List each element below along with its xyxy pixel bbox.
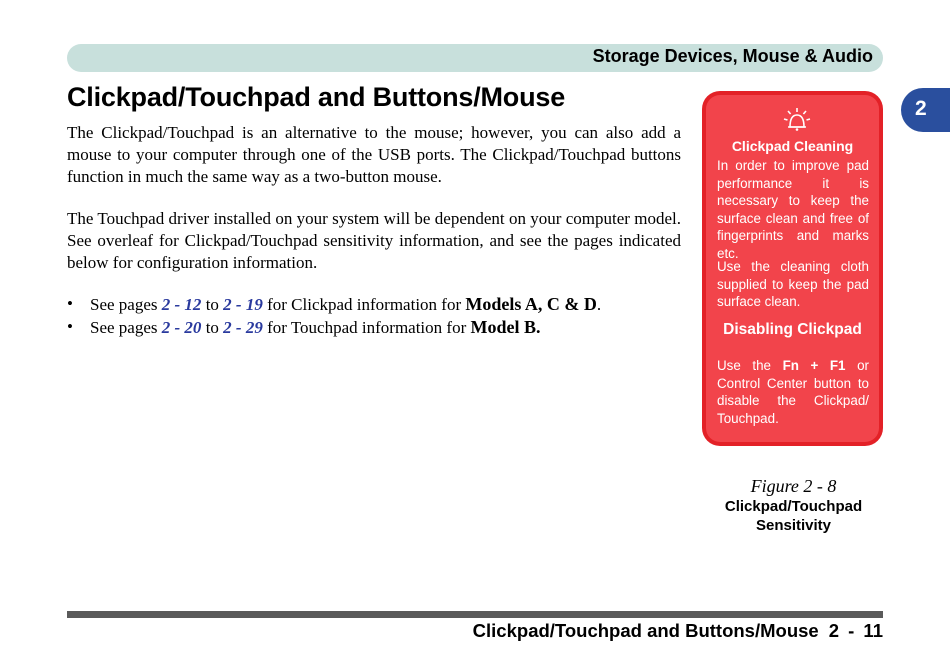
chapter-tab[interactable] (901, 88, 950, 132)
bullet-to-word: to (201, 295, 224, 314)
model-name: Model B. (470, 317, 541, 337)
bullet-middle: for Clickpad information for (262, 295, 466, 314)
footer (473, 620, 883, 642)
list-item (67, 316, 601, 339)
page-link-to[interactable]: 2 - 19 (223, 295, 263, 314)
note-cloth-text: Use the cleaning cloth supplied to keep the pad surface clean. (717, 259, 869, 310)
figure-label: Figure 2 - 8 (750, 476, 837, 496)
paragraph-intro: The Clickpad/Touchpad is an alternative to the mouse; however, you can also add a mouse to your computer through one of the USB ports. The Clickpad/Touchpad buttons function in much the same way as a two-button mouse. (67, 123, 681, 186)
note-box (702, 91, 883, 446)
page-number: 2 - 11 (828, 620, 883, 641)
page-link-from[interactable]: 2 - 12 (161, 295, 202, 314)
bullet-icon: • (67, 317, 73, 336)
header-bar (67, 44, 883, 72)
hotkey-label: Fn + F1 (782, 358, 846, 373)
list-item (67, 293, 601, 316)
page-reference-list (67, 293, 601, 339)
paragraph-driver: The Touchpad driver installed on your system will be dependent on your computer model. See overleaf for Clickpad/Touchpad sensitivity information, and see the pages indicated below for configuration information. (67, 209, 681, 272)
bullet-prefix: See pages (90, 295, 162, 314)
note-heading-cleaning: Clickpad Cleaning (731, 138, 854, 154)
chapter-number: 2 (915, 97, 927, 120)
bullet-middle: for Touchpad information for (262, 318, 471, 337)
bullet-prefix: See pages (90, 318, 162, 337)
note-heading-disabling: Disabling Clickpad (723, 321, 862, 338)
bullet-icon: • (67, 294, 73, 313)
disabling-suffix: or Control Center button to disable the Clickpad/ Touchpad. (717, 358, 869, 426)
bullet-suffix: . (596, 295, 602, 314)
sun-warning-icon (782, 105, 812, 135)
page-title: Clickpad/Touchpad and Buttons/Mouse (67, 82, 566, 112)
note-cleaning-text: In order to improve pad performance it is necessary to keep the surface clean and free of fingerprints and marks etc. (717, 158, 869, 261)
figure-caption (703, 497, 884, 535)
section-title: Storage Devices, Mouse & Audio (592, 46, 873, 66)
footer-title: Clickpad/Touchpad and Buttons/Mouse (472, 620, 819, 641)
note-disabling-text (717, 357, 869, 427)
figure-caption-line: Sensitivity (755, 517, 832, 534)
disabling-prefix: Use the (717, 358, 783, 373)
figure-caption-line: Clickpad/Touchpad (724, 498, 863, 515)
page-link-to[interactable]: 2 - 29 (223, 318, 263, 337)
footer-rule (67, 611, 883, 618)
page-link-from[interactable]: 2 - 20 (161, 318, 202, 337)
model-name: Models A, C & D (465, 294, 597, 314)
note-panel (706, 95, 879, 442)
bullet-to-word: to (201, 318, 224, 337)
